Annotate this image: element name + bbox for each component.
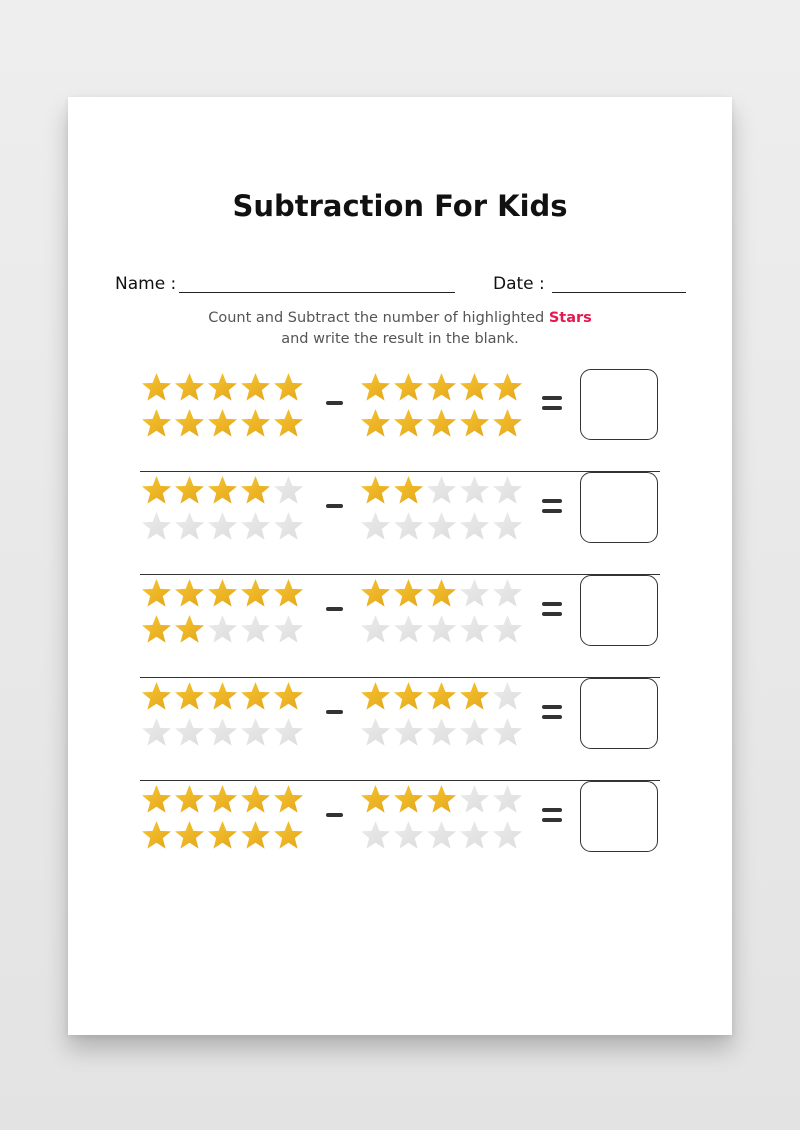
star-icon-highlighted	[359, 783, 392, 816]
star-icon-highlighted	[458, 371, 491, 404]
star-icon-highlighted	[173, 613, 206, 646]
star-icon-highlighted	[140, 577, 173, 610]
star-row	[359, 405, 524, 441]
star-icon-highlighted	[272, 577, 305, 610]
star-icon-highlighted	[425, 680, 458, 713]
star-row	[359, 817, 524, 853]
star-icon-empty	[140, 716, 173, 749]
star-row	[140, 575, 305, 611]
star-icon-highlighted	[140, 819, 173, 852]
star-icon-highlighted	[239, 407, 272, 440]
star-icon-empty	[272, 474, 305, 507]
star-icon-empty	[425, 716, 458, 749]
subtrahend-stars	[359, 678, 524, 750]
star-icon-highlighted	[206, 474, 239, 507]
instructions	[68, 308, 732, 350]
date-blank-line[interactable]	[552, 292, 686, 293]
subtrahend-stars	[359, 369, 524, 441]
star-icon-highlighted	[239, 371, 272, 404]
star-icon-empty	[491, 577, 524, 610]
star-icon-highlighted	[140, 613, 173, 646]
star-icon-empty	[458, 783, 491, 816]
star-row	[140, 369, 305, 405]
star-icon-empty	[140, 510, 173, 543]
star-icon-empty	[206, 510, 239, 543]
star-icon-empty	[458, 577, 491, 610]
star-icon-empty	[359, 819, 392, 852]
star-icon-empty	[173, 716, 206, 749]
star-icon-empty	[491, 716, 524, 749]
star-icon-highlighted	[140, 680, 173, 713]
instructions-line-1: Count and Subtract the number of highlighted Stars	[208, 310, 592, 326]
star-icon-empty	[491, 783, 524, 816]
worksheet-page	[68, 97, 732, 1035]
star-row	[359, 508, 524, 544]
star-icon-highlighted	[239, 680, 272, 713]
subtrahend-stars	[359, 575, 524, 647]
star-icon-highlighted	[359, 474, 392, 507]
answer-box[interactable]	[580, 678, 658, 749]
star-icon-empty	[239, 613, 272, 646]
star-icon-empty	[392, 716, 425, 749]
minuend-stars	[140, 369, 305, 441]
minuend-stars	[140, 781, 305, 853]
minuend-stars	[140, 575, 305, 647]
minus-sign	[326, 813, 343, 817]
star-icon-empty	[458, 613, 491, 646]
answer-box[interactable]	[580, 781, 658, 852]
star-icon-empty	[392, 613, 425, 646]
star-icon-empty	[491, 474, 524, 507]
star-icon-empty	[491, 510, 524, 543]
answer-box[interactable]	[580, 369, 658, 440]
subtraction-problem-4	[140, 678, 660, 781]
star-row	[359, 714, 524, 750]
star-icon-highlighted	[392, 474, 425, 507]
star-icon-highlighted	[206, 783, 239, 816]
answer-box[interactable]	[580, 575, 658, 646]
star-row	[140, 611, 305, 647]
star-icon-highlighted	[272, 371, 305, 404]
subtraction-problem-5	[140, 781, 660, 884]
star-icon-empty	[272, 613, 305, 646]
star-icon-highlighted	[206, 407, 239, 440]
star-icon-highlighted	[173, 371, 206, 404]
star-icon-highlighted	[206, 819, 239, 852]
star-icon-highlighted	[173, 783, 206, 816]
star-icon-highlighted	[173, 819, 206, 852]
subtraction-problem-2	[140, 472, 660, 575]
star-row	[140, 678, 305, 714]
star-icon-highlighted	[359, 680, 392, 713]
name-blank-line[interactable]	[179, 292, 455, 293]
star-icon-highlighted	[140, 371, 173, 404]
minuend-stars	[140, 678, 305, 750]
star-icon-highlighted	[140, 474, 173, 507]
star-row	[359, 369, 524, 405]
star-icon-highlighted	[239, 474, 272, 507]
star-icon-highlighted	[491, 371, 524, 404]
stars-highlight-word: Stars	[548, 310, 592, 326]
star-icon-empty	[392, 819, 425, 852]
star-icon-highlighted	[425, 783, 458, 816]
star-icon-highlighted	[458, 407, 491, 440]
date-label: Date :	[493, 274, 545, 294]
minuend-stars	[140, 472, 305, 544]
star-icon-empty	[491, 819, 524, 852]
star-icon-empty	[359, 613, 392, 646]
star-icon-highlighted	[206, 680, 239, 713]
star-icon-empty	[491, 680, 524, 713]
star-icon-empty	[425, 474, 458, 507]
star-icon-highlighted	[392, 371, 425, 404]
star-icon-empty	[239, 510, 272, 543]
minus-sign	[326, 607, 343, 611]
star-row	[359, 472, 524, 508]
minus-sign	[326, 401, 343, 405]
star-icon-highlighted	[140, 783, 173, 816]
star-row	[140, 472, 305, 508]
star-row	[359, 575, 524, 611]
star-icon-empty	[359, 716, 392, 749]
star-icon-highlighted	[239, 577, 272, 610]
subtraction-problem-3	[140, 575, 660, 678]
star-icon-empty	[173, 510, 206, 543]
star-icon-highlighted	[206, 577, 239, 610]
star-icon-empty	[458, 819, 491, 852]
star-icon-highlighted	[392, 680, 425, 713]
star-icon-highlighted	[359, 371, 392, 404]
subtraction-problem-1	[140, 369, 660, 472]
star-icon-highlighted	[272, 680, 305, 713]
page-title: Subtraction For Kids	[232, 189, 568, 223]
star-icon-empty	[491, 613, 524, 646]
instructions-line-2: and write the result in the blank.	[281, 331, 519, 347]
star-icon-empty	[458, 716, 491, 749]
star-icon-empty	[458, 510, 491, 543]
star-row	[140, 714, 305, 750]
star-icon-empty	[206, 613, 239, 646]
star-row	[140, 817, 305, 853]
star-row	[140, 781, 305, 817]
equals-sign	[542, 396, 562, 410]
star-icon-empty	[206, 716, 239, 749]
star-icon-highlighted	[173, 407, 206, 440]
equals-sign	[542, 808, 562, 822]
star-icon-highlighted	[272, 783, 305, 816]
star-icon-highlighted	[392, 407, 425, 440]
star-icon-highlighted	[173, 577, 206, 610]
star-row	[359, 678, 524, 714]
star-icon-highlighted	[359, 577, 392, 610]
star-row	[140, 508, 305, 544]
star-icon-highlighted	[392, 577, 425, 610]
equals-sign	[542, 602, 562, 616]
star-icon-highlighted	[140, 407, 173, 440]
star-row	[359, 781, 524, 817]
star-row	[359, 611, 524, 647]
star-icon-empty	[359, 510, 392, 543]
star-icon-empty	[272, 510, 305, 543]
equals-sign	[542, 705, 562, 719]
star-icon-empty	[272, 716, 305, 749]
star-icon-highlighted	[239, 783, 272, 816]
minus-sign	[326, 710, 343, 714]
subtrahend-stars	[359, 781, 524, 853]
star-icon-highlighted	[206, 371, 239, 404]
star-icon-highlighted	[458, 680, 491, 713]
star-icon-highlighted	[359, 407, 392, 440]
star-icon-highlighted	[491, 407, 524, 440]
subtrahend-stars	[359, 472, 524, 544]
star-icon-highlighted	[425, 407, 458, 440]
star-icon-highlighted	[425, 577, 458, 610]
star-icon-highlighted	[272, 407, 305, 440]
star-icon-highlighted	[239, 819, 272, 852]
equals-sign	[542, 499, 562, 513]
answer-box[interactable]	[580, 472, 658, 543]
star-icon-empty	[392, 510, 425, 543]
minus-sign	[326, 504, 343, 508]
star-icon-empty	[425, 819, 458, 852]
star-icon-empty	[458, 474, 491, 507]
star-icon-empty	[239, 716, 272, 749]
star-icon-highlighted	[173, 474, 206, 507]
name-label: Name :	[115, 274, 177, 294]
star-icon-empty	[425, 510, 458, 543]
star-icon-highlighted	[173, 680, 206, 713]
star-icon-empty	[425, 613, 458, 646]
star-icon-highlighted	[392, 783, 425, 816]
star-icon-highlighted	[272, 819, 305, 852]
star-icon-highlighted	[425, 371, 458, 404]
star-row	[140, 405, 305, 441]
